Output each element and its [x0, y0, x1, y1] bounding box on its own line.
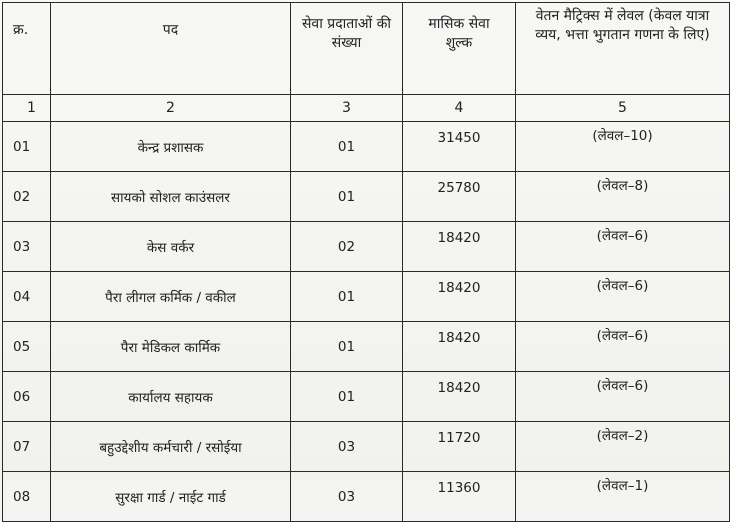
cell-post: केस वर्कर	[51, 222, 291, 272]
column-number: 4	[403, 95, 516, 122]
table-row	[3, 472, 730, 522]
cell-post: सुरक्षा गार्ड / नाईट गार्ड	[51, 472, 291, 522]
column-number: 5	[516, 95, 730, 122]
column-number: 2	[51, 95, 291, 122]
cell-level: (लेवल–10)	[516, 122, 730, 172]
cell-post: केन्द्र प्रशासक	[51, 122, 291, 172]
column-number-row	[3, 95, 730, 122]
cell-sn: 05	[3, 322, 51, 372]
header-level: वेतन मैट्रिक्स में लेवल (केवल यात्रा व्यय, भत्ता भुगतान गणना के लिए)	[516, 3, 730, 95]
cell-sn: 03	[3, 222, 51, 272]
cell-level: (लेवल–2)	[516, 422, 730, 472]
cell-post: कार्यालय सहायक	[51, 372, 291, 422]
cell-level: (लेवल–6)	[516, 372, 730, 422]
header-count: सेवा प्रदाताओं की संख्या	[291, 3, 403, 95]
cell-fee: 18420	[403, 272, 516, 322]
cell-level: (लेवल–6)	[516, 222, 730, 272]
header-row	[3, 3, 730, 95]
cell-count: 01	[291, 122, 403, 172]
cell-count: 01	[291, 372, 403, 422]
cell-sn: 08	[3, 472, 51, 522]
cell-fee: 11720	[403, 422, 516, 472]
cell-sn: 06	[3, 372, 51, 422]
cell-level: (लेवल–1)	[516, 472, 730, 522]
cell-post: सायको सोशल काउंसलर	[51, 172, 291, 222]
cell-sn: 02	[3, 172, 51, 222]
cell-count: 01	[291, 272, 403, 322]
column-number: 1	[3, 95, 51, 122]
cell-post: बहुउद्देशीय कर्मचारी / रसोईया	[51, 422, 291, 472]
table-row	[3, 172, 730, 222]
header-sn: क्र.	[3, 3, 51, 95]
cell-count: 03	[291, 472, 403, 522]
cell-fee: 25780	[403, 172, 516, 222]
table-row	[3, 222, 730, 272]
table-row	[3, 372, 730, 422]
table-row	[3, 122, 730, 172]
cell-fee: 31450	[403, 122, 516, 172]
cell-count: 01	[291, 172, 403, 222]
cell-sn: 07	[3, 422, 51, 472]
cell-sn: 04	[3, 272, 51, 322]
table-row	[3, 322, 730, 372]
staff-table	[2, 2, 730, 522]
cell-post: पैरा लीगल कर्मिक / वकील	[51, 272, 291, 322]
cell-fee: 18420	[403, 222, 516, 272]
cell-count: 02	[291, 222, 403, 272]
cell-post: पैरा मेडिकल कार्मिक	[51, 322, 291, 372]
cell-count: 01	[291, 322, 403, 372]
header-post: पद	[51, 3, 291, 95]
cell-level: (लेवल–6)	[516, 322, 730, 372]
cell-fee: 11360	[403, 472, 516, 522]
cell-level: (लेवल–8)	[516, 172, 730, 222]
cell-sn: 01	[3, 122, 51, 172]
table-row	[3, 422, 730, 472]
cell-fee: 18420	[403, 322, 516, 372]
table-row	[3, 272, 730, 322]
cell-level: (लेवल–6)	[516, 272, 730, 322]
cell-fee: 18420	[403, 372, 516, 422]
header-fee: मासिक सेवा शुल्क	[403, 3, 516, 95]
column-number: 3	[291, 95, 403, 122]
cell-count: 03	[291, 422, 403, 472]
